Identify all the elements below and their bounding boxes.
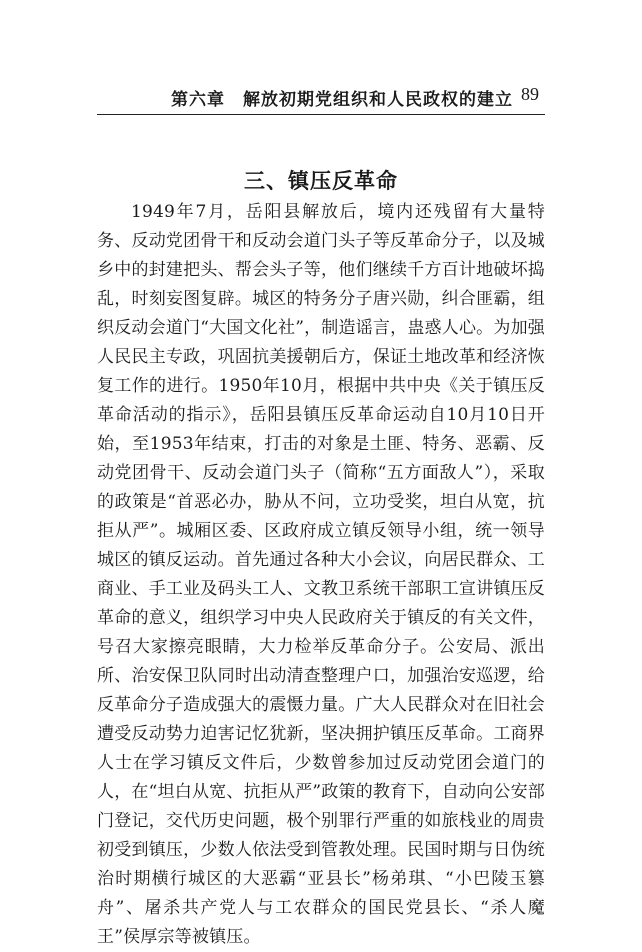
running-header — [97, 82, 545, 115]
chapter-title: 第六章 解放初期党组织和人民政权的建立 — [171, 90, 513, 110]
section-title: 三、镇压反革命 — [244, 169, 398, 194]
page-number: 89 — [521, 84, 539, 104]
body-paragraph: 1949年7月，岳阳县解放后，境内还残留有大量特务、反动党团骨干和反动会道门头子等反革命分子，以及城乡中的封建把头、帮会头子等，他们继续千方百计地破坏捣乱，时刻妄图复辟。城区的特务分子唐兴勋，纠合匪霸，组织反动会道门“大国文化社”，制造谣言，蛊惑人心。为加强人民民主专政，巩固抗美援朝后方，保证土地改革和经济恢复工作的进行。1950年10月，根据中共中央《关于镇压反革命活动的指示》，岳阳县镇压反革命运动自10月10日开始，至1953年结束，打击的对象是土匪、特务、恶霸、反动党团骨干、反动会道门头子（简称“五方面敌人”），采取的政策是“首恶必办，胁从不问，立功受奖，坦白从宽，抗拒从严”。城厢区委、区政府成立镇反领导小组，统一领导城区的镇反运动。首先通过各种大小会议，向居民群众、工商业、手工业及码头工人、文教卫系统干部职工宣讲镇压反革命的意义，组织学习中央人民政府关于镇反的有关文件，号召大家擦亮眼睛，大力检举反革命分子。公安局、派出所、治安保卫队同时出动清查整理户口，加强治安巡逻，给反革命分子造成强大的震慑力量。广大人民群众对在旧社会遭受反动势力迫害记忆犹新，坚决拥护镇压反革命。工商界人士在学习镇反文件后，少数曾参加过反动党团会道门的人，在“坦白从宽、抗拒从严”政策的教育下，自动向公安部门登记，交代历史问题，极个别罪行严重的如旅栈业的周贵初受到镇压，少数人依法受到管教处理。民国时期与日伪统治时期横行城区的大恶霸“亚县长”杨弟琪、“小巴陵玉篡舟”、屠杀共产党人与工农群众的国民党县长、“杀人魔王”侯厚宗等被镇压。 — [97, 202, 545, 947]
